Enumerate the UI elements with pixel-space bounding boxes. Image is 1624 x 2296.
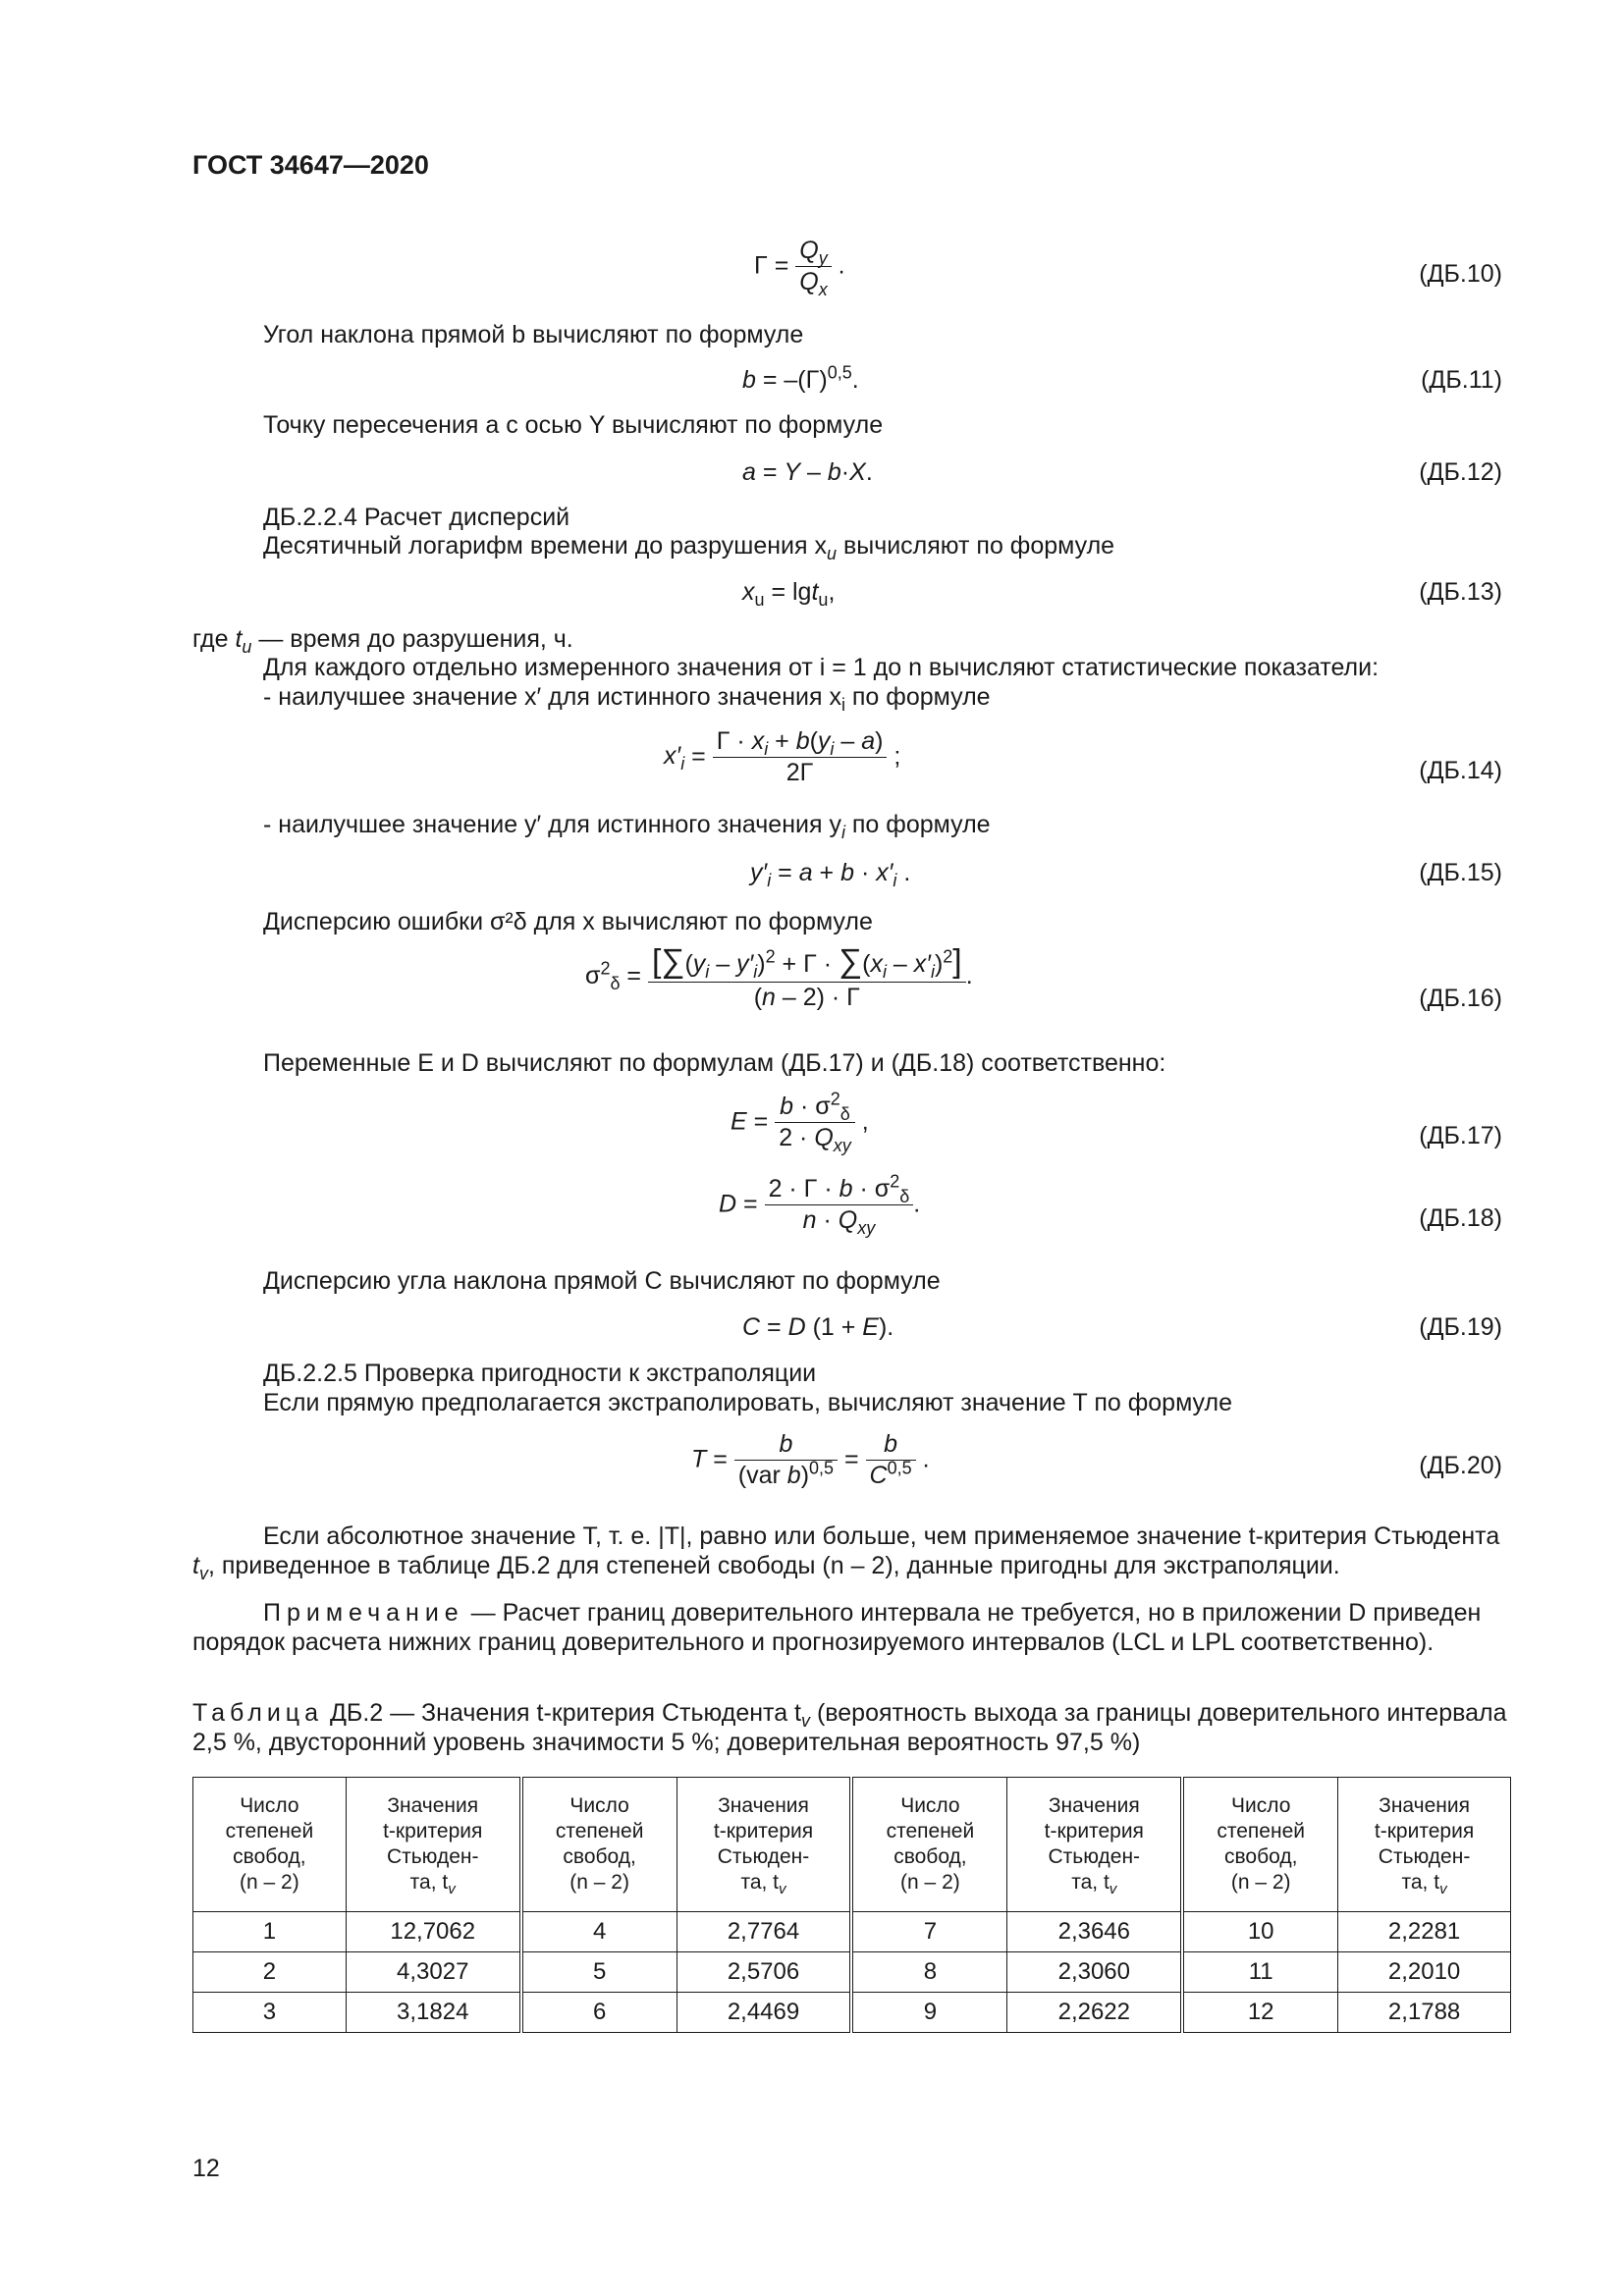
table-cell: 8 [851, 1952, 1006, 1993]
ed-intro: Переменные E и D вычисляют по формулам (ДБ.17) и (ДБ.18) соответственно: [263, 1049, 1166, 1077]
formula-db17: E = $\frac{b \cdot \sigma^2_\delta}{2 \cdot Q_{xy}}$ , [731, 1089, 869, 1156]
eq-number-db10: (ДБ.10) [1419, 260, 1502, 288]
table-cell: 11 [1182, 1952, 1337, 1993]
table-cell: 2,1788 [1338, 1993, 1511, 2033]
formula-db15: $y'_i = a + b \cdot x'_i$ . [750, 859, 911, 890]
table-cell: 2,2010 [1338, 1952, 1511, 1993]
header-df: Число степеней свобод, (n – 2) [193, 1778, 347, 1912]
eq-number-db17: (ДБ.17) [1419, 1122, 1502, 1149]
formula-db16: $\sigma^2_\delta$ = $\frac{[\sum(y_i - y'_i)^2 + \Gamma \cdot \sum(x_i - x'_i)^2]}{(n - 2) \cdot \Gamma}$ . [585, 942, 973, 1012]
each-value-text: Для каждого отдельно измеренного значения от i = 1 до n вычисляют статистические показатели: [263, 654, 1380, 681]
where-tu: где $t_u$ — время до разрушения, ч. [192, 625, 573, 657]
table-cell: 2,2622 [1007, 1993, 1182, 2033]
header-df: Число степеней свобод, (n – 2) [521, 1778, 677, 1912]
table-cell: 2,3060 [1007, 1952, 1182, 1993]
table-cell: 5 [521, 1952, 677, 1993]
table-caption-line-1: Таблица ДБ.2 — Значения t-критерия Стьюдента $t_v$ (вероятность выхода за границы доверительного интервала [192, 1699, 1507, 1731]
note-line-2: порядок расчета нижних границ доверительного и прогнозируемого интервалов (LCL и LPL соответственно). [192, 1629, 1435, 1656]
table-cell: 2,7764 [677, 1912, 851, 1952]
intercept-intro: Точку пересечения a с осью Y вычисляют по формуле [263, 411, 884, 439]
table-label: Таблица [192, 1699, 324, 1727]
table-cell: 3,1824 [346, 1993, 520, 2033]
table-cell: 4,3027 [346, 1952, 520, 1993]
document-code: ГОСТ 34647—2020 [192, 150, 429, 180]
formula-db19: C = D (1 + E). [742, 1313, 894, 1341]
formula-db14: $x'_i$ = $\frac{\Gamma \cdot x_i + b(y_i - a)}{2\Gamma}$ ; [664, 727, 901, 787]
header-df: Число степеней свобод, (n – 2) [851, 1778, 1006, 1912]
best-y-text: - наилучшее значение y′ для истинного значения $y_i$ по формуле [263, 811, 991, 842]
table-cell: 1 [193, 1912, 347, 1952]
header-t: Значения t-критерия Стьюден- та, $t_v$ [346, 1778, 520, 1912]
section-2-2-5: ДБ.2.2.5 Проверка пригодности к экстраполяции [263, 1360, 817, 1387]
note-line-1: Примечание — Расчет границ доверительного интервала не требуется, но в приложении D приведен [263, 1599, 1482, 1627]
eq-number-db11: (ДБ.11) [1421, 366, 1502, 394]
eq-number-db20: (ДБ.20) [1419, 1452, 1502, 1479]
table-cell: 12 [1182, 1993, 1337, 2033]
eq-number-db15: (ДБ.15) [1419, 859, 1502, 886]
c-intro: Дисперсию угла наклона прямой C вычисляют по формуле [263, 1267, 941, 1295]
table-cell: 12,7062 [346, 1912, 520, 1952]
t-intro: Если прямую предполагается экстраполировать, вычисляют значение T по формуле [263, 1389, 1232, 1416]
eq-number-db14: (ДБ.14) [1419, 757, 1502, 784]
table-row [193, 1912, 1511, 1952]
slope-intro: Угол наклона прямой b вычисляют по формуле [263, 321, 804, 348]
note-label: Примечание [263, 1599, 464, 1627]
log-intro: Десятичный логарифм времени до разрушения $x_u$ вычисляют по формуле [263, 532, 1115, 563]
header-df: Число степеней свобод, (n – 2) [1182, 1778, 1337, 1912]
student-t-table [192, 1777, 1511, 2033]
formula-db18: D = $\frac{2 \cdot \Gamma \cdot b \cdot \sigma^2_\delta}{n \cdot Q_{xy}}$ . [719, 1171, 921, 1239]
dispersion-intro: Дисперсию ошибки σ²δ для x вычисляют по формуле [263, 908, 873, 935]
header-t: Значения t-критерия Стьюден- та, $t_v$ [677, 1778, 851, 1912]
table-row [193, 1993, 1511, 2033]
formula-db20: T = $\frac{b}{(var b)^{0,5}}$ = $\frac{b}{C^{0,5}}$ . [691, 1430, 930, 1490]
eq-number-db19: (ДБ.19) [1419, 1313, 1502, 1341]
header-t: Значения t-критерия Стьюден- та, $t_v$ [1338, 1778, 1511, 1912]
formula-db10: Γ = $\frac{Q_y}{Q_x}$ . [754, 237, 845, 300]
section-2-2-4: ДБ.2.2.4 Расчет дисперсий [263, 504, 570, 531]
page-number: 12 [192, 2155, 220, 2182]
table-header-row [193, 1778, 1511, 1912]
abs-paragraph-line-1: Если абсолютное значение T, т. е. |T|, равно или больше, чем применяемое значение t-критерия Стьюдента [263, 1522, 1500, 1550]
table-cell: 2,5706 [677, 1952, 851, 1993]
table-cell: 2,4469 [677, 1993, 851, 2033]
header-t: Значения t-критерия Стьюден- та, $t_v$ [1007, 1778, 1182, 1912]
eq-number-db18: (ДБ.18) [1419, 1204, 1502, 1232]
formula-db13: $x_u = \lg t_u$, [742, 578, 836, 610]
eq-number-db12: (ДБ.12) [1419, 458, 1502, 486]
table-cell: 10 [1182, 1912, 1337, 1952]
table-cell: 2,2281 [1338, 1912, 1511, 1952]
table-cell: 3 [193, 1993, 347, 2033]
best-x-text: - наилучшее значение x′ для истинного значения $x_i$ по формуле [263, 683, 991, 715]
abs-paragraph-line-2: $t_v$, приведенное в таблице ДБ.2 для степеней свободы (n – 2), данные пригодны для экстраполяции. [192, 1552, 1340, 1583]
table-cell: 6 [521, 1993, 677, 2033]
table-cell: 4 [521, 1912, 677, 1952]
table-caption-line-2: 2,5 %, двусторонний уровень значимости 5 %; доверительная вероятность 97,5 %) [192, 1729, 1141, 1756]
eq-number-db13: (ДБ.13) [1419, 578, 1502, 606]
table-row [193, 1952, 1511, 1993]
eq-number-db16: (ДБ.16) [1419, 985, 1502, 1012]
formula-db11: $b = -(\Gamma)^{0,5}$. [742, 362, 859, 394]
table-cell: 7 [851, 1912, 1006, 1952]
table-cell: 2,3646 [1007, 1912, 1182, 1952]
formula-db12: a = Y – b·X. [742, 458, 873, 486]
table-cell: 9 [851, 1993, 1006, 2033]
table-cell: 2 [193, 1952, 347, 1993]
